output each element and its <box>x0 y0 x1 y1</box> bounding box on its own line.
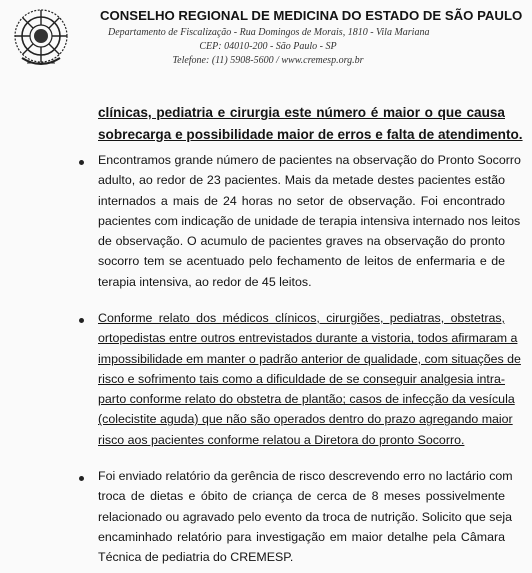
text-line: impossibilidade em manter o padrão anterior de qualidade, com situações de <box>98 351 521 366</box>
text-line: relacionado ou agravado pelo evento da troca de nutrição. Solicito que seja <box>98 509 512 524</box>
text-line: terapia intensiva, ao redor de 45 leitos. <box>98 274 312 289</box>
header-contact: Telefone: (11) 5908-5600 / www.cremesp.org.br <box>172 55 364 66</box>
text-line: sobrecarga e possibilidade maior de erros e falta de atendimento. <box>98 127 523 142</box>
text-line: risco e sofrimento tais como a dificuldade de se conseguir analgesia intra- <box>98 371 505 386</box>
text-line: Conforme relato dos médicos clínicos, cirurgiões, pediatras, obstetras, <box>98 311 505 325</box>
text-line: clínicas, pediatria e cirurgia este número é maior o que causa <box>98 105 505 120</box>
bullet-marker <box>79 160 84 165</box>
text-line: adulto, ao redor de 23 pacientes. Mais da metade destes pacientes estão <box>98 173 505 188</box>
intro-paragraph <box>98 102 523 146</box>
text-line: ortopedistas entre outros entrevistados durante a vistoria, todos afirmaram a <box>98 331 518 346</box>
text-line: Encontramos grande número de pacientes na observação do Pronto Socorro <box>98 153 521 167</box>
text-line: encaminhado relatório para investigação em maior detalhe pela Câmara <box>98 529 505 544</box>
text-line: Técnica de pediatria do CREMESP. <box>98 550 294 565</box>
text-line: troca de dietas e óbito de criança de cerca de 8 meses possivelmente <box>98 489 505 504</box>
text-line: parto conforme relato do obstetra de plantão; casos de infecção da vesícula <box>98 392 515 407</box>
text-line: (colecistite aguda) que não são operados dentro do prazo agregando maior <box>98 412 513 427</box>
bullet-paragraph-2 <box>98 308 521 450</box>
bullet-marker <box>79 318 84 323</box>
text-line: internados a mais de 24 horas no setor de observação. Foi encontrado <box>98 193 505 208</box>
text-line: pacientes com indicação de unidade de terapia intensiva internado nos leitos <box>98 213 521 228</box>
bullet-paragraph-1 <box>98 150 521 292</box>
bullet-marker <box>79 476 84 481</box>
text-line: Foi enviado relatório da gerência de risco descrevendo erro no lactário com <box>98 469 513 483</box>
header-title: CONSELHO REGIONAL DE MEDICINA DO ESTADO DE SÃO PAULO <box>100 8 523 23</box>
text-line: de observação. O acumulo de pacientes graves na observação do pronto <box>98 234 505 249</box>
header-address: Departamento de Fiscalização - Rua Domingos de Morais, 1810 - Vila Mariana <box>108 27 430 38</box>
text-line: risco aos pacientes conforme relatou a Diretora do pronto Socorro. <box>98 432 465 447</box>
coat-of-arms-emblem <box>14 6 68 70</box>
text-line: socorro tem se acentuado pelo fechamento de leitos de enfermaria e de <box>98 254 505 269</box>
header-cep: CEP: 04010-200 - São Paulo - SP <box>199 41 337 52</box>
bullet-paragraph-3 <box>98 466 513 567</box>
